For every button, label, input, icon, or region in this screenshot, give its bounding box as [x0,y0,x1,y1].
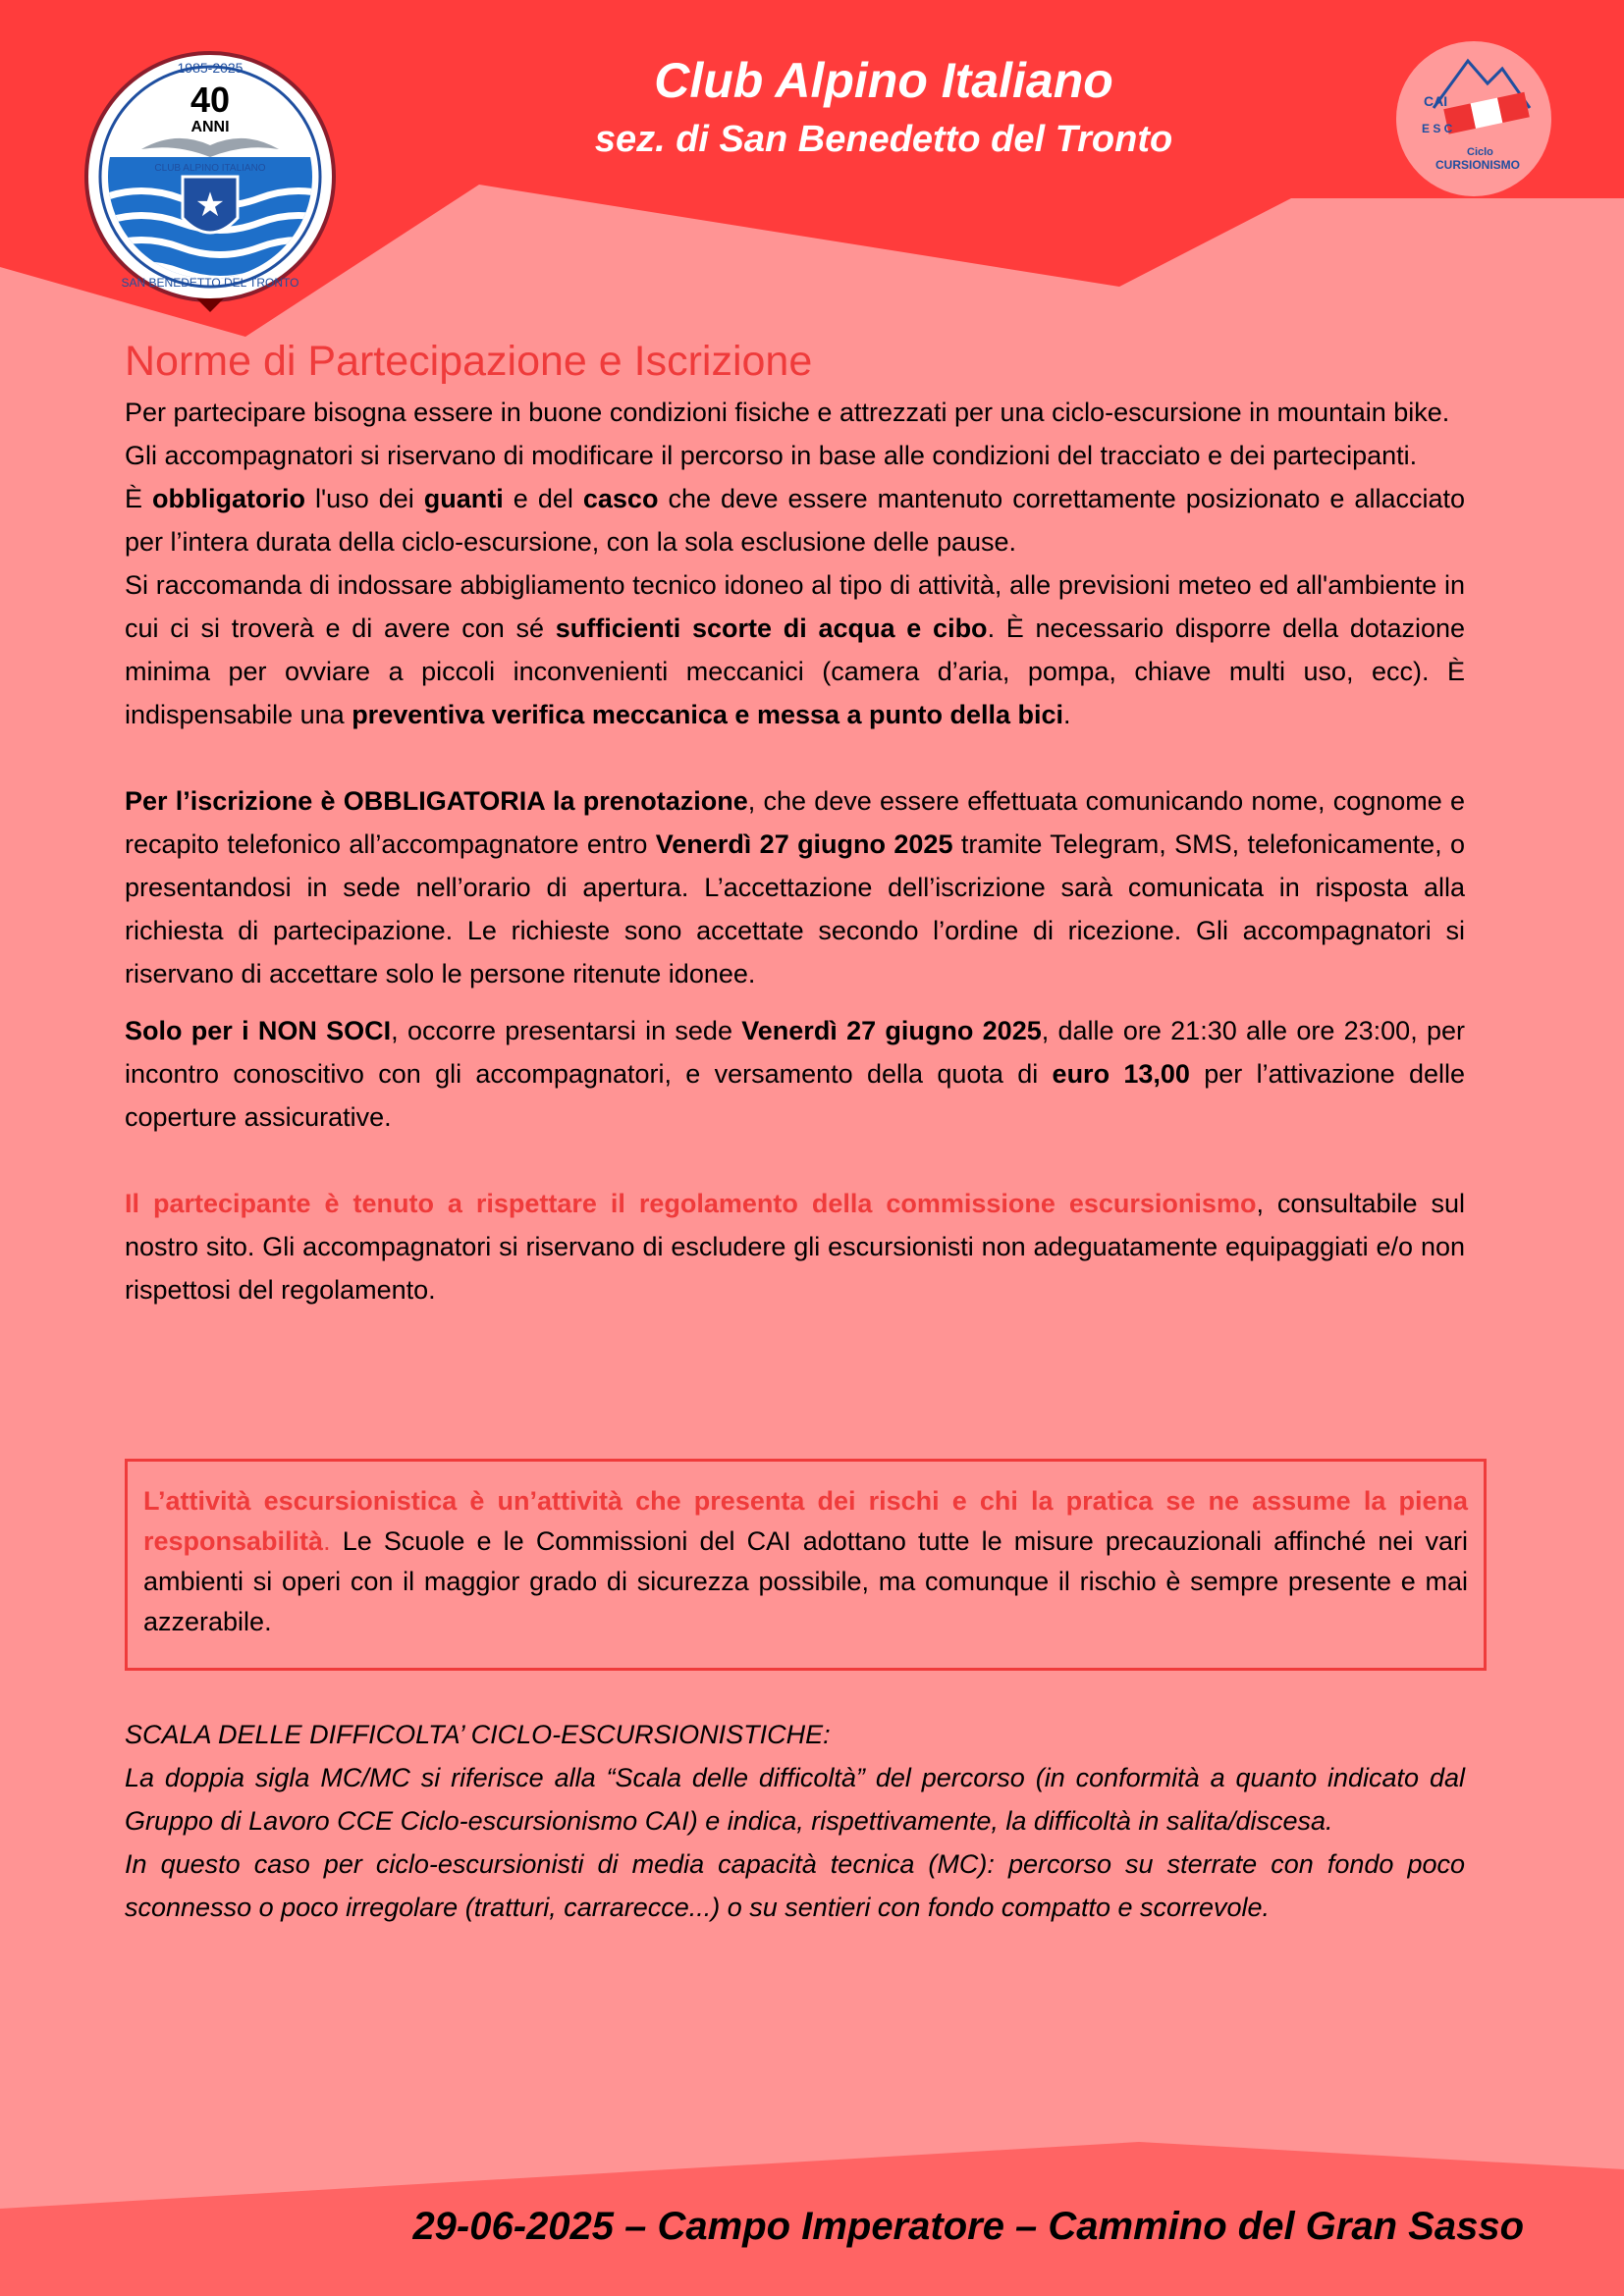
risk-warning-box [125,1459,1487,1671]
logo-cai-text: CAI [1424,93,1448,109]
club-title: Club Alpino Italiano [654,53,1113,108]
difficulty-scale-paragraph-1: La doppia sigla MC/MC si riferisce alla “Scala delle difficoltà” del percorso (in conformità a quanto indicato dal Gruppo di Lavoro CCE Ciclo-escursionismo CAI) e indica, rispettivamente, la difficoltà in salita/discesa. [125,1763,1465,1836]
logo-years: 1985-2025 [177,60,244,76]
risk-warning-text: L’attività escursionistica è un’attività che presenta dei rischi e chi la pratica se ne assume la piena responsabilità. Le Scuole e le Commissioni del CAI adottano tutte le misure precauzionali affinché nei vari ambienti si operi con il maggior grado di sicurezza possibile, ma comunque il rischio è sempre presente e mai azzerabile. [143,1486,1468,1636]
event-footer: 29-06-2025 – Campo Imperatore – Cammino del Gran Sasso [412,2205,1524,2248]
logo-ciclo-text: Ciclo [1467,146,1493,158]
norme-paragraph-1: Per partecipare bisogna essere in buone condizioni fisiche e attrezzati per una ciclo-escursione in mountain bike. [125,398,1450,427]
regolamento-paragraph: Il partecipante è tenuto a rispettare il regolamento della commissione escursionismo, consultabile sul nostro sito. Gli accompagnatori si riservano di escludere gli escursionisti non adeguatamente equipaggiati e/o non rispettosi del regolamento. [125,1189,1465,1305]
main-content [125,332,1465,1311]
logo-cursionismo-text: CURSIONISMO [1435,158,1521,172]
iscrizione-paragraph-1: Per l’iscrizione è OBBLIGATORIA la prenotazione, che deve essere effettuata comunicando nome, cognome e recapito telefonico all’accompagnatore entro Venerdì 27 giugno 2025 tramite Telegram, SMS, telefonicamente, o presentandosi in sede nell’orario di apertura. L’accettazione dell’iscrizione sarà comunicata in risposta alla richiesta di partecipazione. Le richieste sono accettate secondo l’ordine di ricezione. Gli accompagnatori si riservano di accettare solo le persone ritenute idonee. [125,786,1466,988]
cai-cicloescursionismo-logo [1394,39,1553,198]
logo-ribbon: CLUB ALPINO ITALIANO [154,163,266,174]
logo-anni: ANNI [190,119,230,135]
cai-40-anni-logo [82,51,338,340]
section-subtitle: sez. di San Benedetto del Tronto [594,119,1173,160]
norme-paragraph-4: Si raccomanda di indossare abbigliamento tecnico idoneo al tipo di attività, alle previsioni meteo ed all'ambiente in cui ci si troverà e di avere con sé sufficienti scorte di acqua e cibo. È necessario disporre della dotazione minima per ovviare a piccoli inconvenienti meccanici (camera d’aria, pompa, chiave multi uso, ecc). È indispensabile una preventiva verifica meccanica e messa a punto della bici. [125,570,1466,729]
difficulty-scale-section [125,1713,1465,1929]
svg-text:★: ★ [194,186,226,225]
logo-forty: 40 [189,80,231,120]
logo-esc-letters: E S C [1422,122,1453,135]
norme-paragraph-2: Gli accompagnatori si riservano di modificare il percorso in base alle condizioni del tracciato e dei partecipanti. [125,441,1418,470]
difficulty-scale-paragraph-2: In questo caso per ciclo-escursionisti di media capacità tecnica (MC): percorso su sterrate con fondo poco sconnesso o poco irregolare (tratturi, carrarecce...) o su sentieri con fondo compatto e scorrevole. [125,1849,1465,1922]
iscrizione-paragraph-2: Solo per i NON SOCI, occorre presentarsi in sede Venerdì 27 giugno 2025, dalle ore 21:30 alle ore 23:00, per incontro conoscitivo con gli accompagnatori, e versamento della quota di euro 13,00 per l’attivazione delle coperture assicurative. [125,1016,1466,1132]
norme-heading: Norme di Partecipazione e Iscrizione [125,338,813,385]
difficulty-scale-title: SCALA DELLE DIFFICOLTA’ CICLO-ESCURSIONISTICHE: [125,1720,831,1749]
norme-paragraph-3: È obbligatorio l'uso dei guanti e del casco che deve essere mantenuto correttamente posizionato e allacciato per l’intera durata della ciclo-escursione, con la sola esclusione delle pause. [125,484,1465,557]
logo-ring-text: SAN BENEDETTO DEL TRONTO [121,276,299,290]
